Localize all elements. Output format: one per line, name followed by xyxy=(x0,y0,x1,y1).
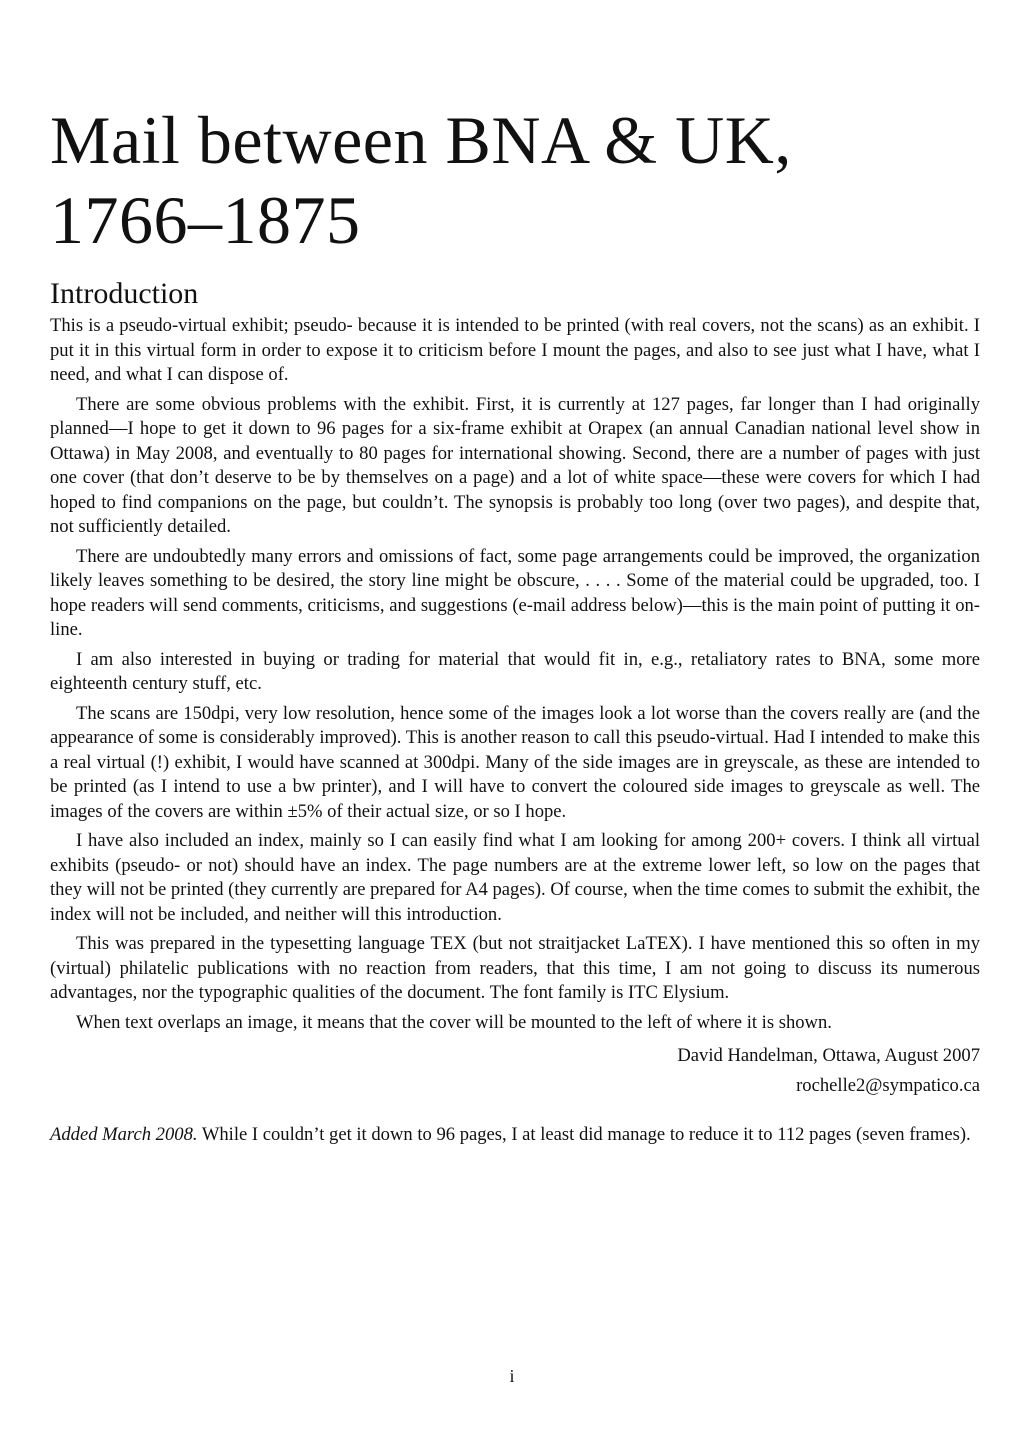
addendum xyxy=(50,1123,980,1148)
title-line-1: Mail between BNA & UK, xyxy=(50,102,792,178)
document-title xyxy=(50,100,980,260)
intro-paragraph-4: I am also interested in buying or trading for material that would fit in, e.g., retaliatory rates to BNA, some more eighteenth century stuff, etc. xyxy=(50,648,980,694)
addendum-text: While I couldn’t get it down to 96 pages, I at least did manage to reduce it to 112 pages (seven frames). xyxy=(201,1124,971,1145)
document-page xyxy=(50,100,980,1148)
signature-email[interactable]: rochelle2@sympatico.ca xyxy=(796,1075,980,1096)
intro-paragraph-2: There are some obvious problems with the exhibit. First, it is currently at 127 pages, far longer than I had originally planned—I hope to get it down to 96 pages for a six-frame exhibit at Orapex (an annual Canadian national level show in Ottawa) in May 2008, and eventually to 80 pages for international showing. Second, there are a number of pages with just one cover (that don’t deserve to be by themselves on a page) and a lot of white space—these were covers for which I had hoped to find companions on the page, but couldn’t. The synopsis is probably too long (over two pages), and despite that, not sufficiently detailed. xyxy=(50,393,980,537)
page-number: i xyxy=(509,1366,515,1386)
section-heading: Introduction xyxy=(50,277,199,310)
title-line-2: 1766–1875 xyxy=(50,182,361,258)
intro-paragraph-6: I have also included an index, mainly so I can easily find what I am looking for among 200+ covers. I think all virtual exhibits (pseudo- or not) should have an index. The page numbers are at the extreme lower left, so low on the pages that they will not be printed (they currently are prepared for A4 pages). Of course, when the time comes to submit the exhibit, the index will not be included, and neither will this introduction. xyxy=(50,830,980,925)
intro-paragraph-3: There are undoubtedly many errors and omissions of fact, some page arrangements could be improved, the organization likely leaves something to be desired, the story line might be obscure, . . . . Some of the material could be upgraded, too. I hope readers will send comments, criticisms, and suggestions (e-mail address below)—this is the main point of putting it on-line. xyxy=(50,545,980,640)
intro-paragraph-8: When text overlaps an image, it means that the cover will be mounted to the left of where it is shown. xyxy=(76,1011,832,1033)
signature-block xyxy=(50,1041,980,1101)
intro-paragraph-1: This is a pseudo-virtual exhibit; pseudo- because it is intended to be printed (with real covers, not the scans) as an exhibit. I put it in this virtual form in order to expose it to criticism before I mount the pages, and also to see just what I have, what I need, and what I can dispose of. xyxy=(50,315,980,385)
addendum-lead: Added March 2008. xyxy=(50,1124,198,1145)
intro-paragraph-7: This was prepared in the typesetting language TEX (but not straitjacket LaTEX). I have mentioned this so often in my (virtual) philatelic publications with no reaction from readers, that this time, I am not going to discuss its numerous advantages, nor the typographic qualities of the document. The font family is ITC Elysium. xyxy=(50,933,980,1003)
intro-paragraph-5: The scans are 150dpi, very low resolution, hence some of the images look a lot worse than the covers really are (and the appearance of some is considerably improved). This is another reason to call this pseudo-virtual. Had I intended to make this a real virtual (!) exhibit, I would have scanned at 300dpi. Many of the side images are in greyscale, as these are intended to be printed (as I intend to use a bw printer), and I will have to convert the coloured side images to greyscale as well. The images of the covers are within ±5% of their actual size, or so I hope. xyxy=(50,702,980,822)
signature-name: David Handelman, Ottawa, August 2007 xyxy=(677,1045,980,1066)
